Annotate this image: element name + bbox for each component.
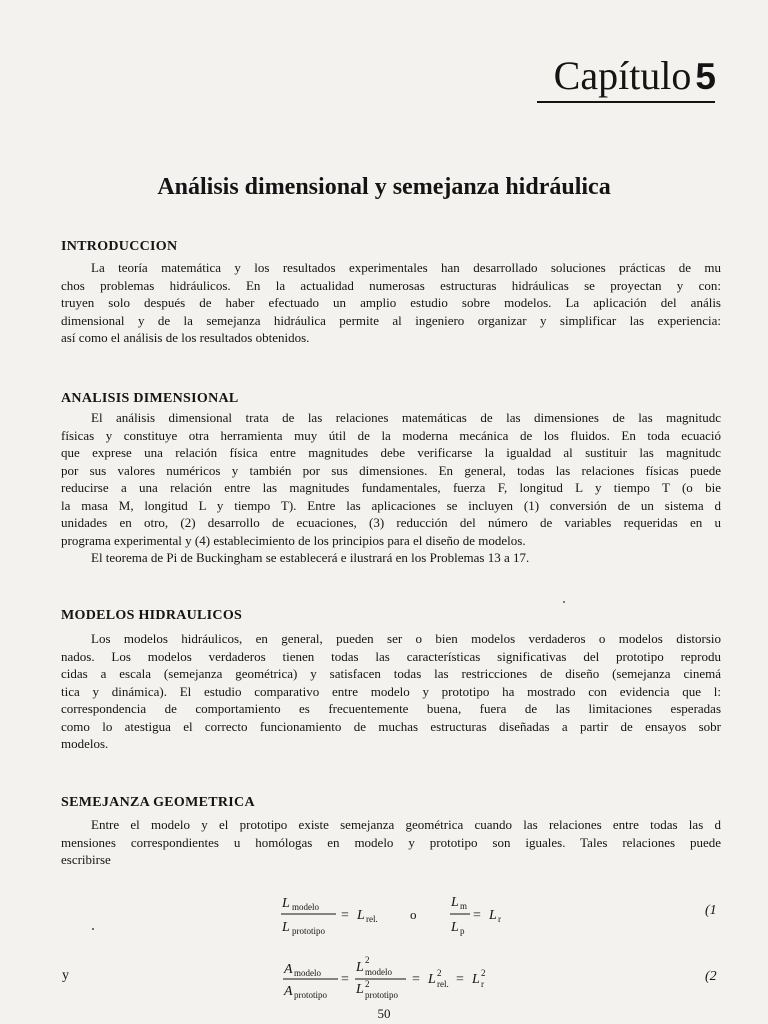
eq1-rhs-sub: rel. [366, 914, 378, 924]
section-heading-semejanza: SEMEJANZA GEOMETRICA [61, 795, 255, 810]
equation-2 [270, 950, 530, 1004]
paragraph-line: como lo atestigua el correcto funcionamiento de muchas estructuras diseñadas a partir de ensayos sobr [61, 718, 721, 734]
paragraph-line: reducirse a una relación entre las magnitudes fundamentales, fuerza F, longitud L y tiempo T (o bie [61, 480, 721, 495]
paragraph-line: El teorema de Pi de Buckingham se establecerá e ilustrará en los Problemas 13 a 17. [91, 550, 530, 565]
section-body-introduccion [61, 259, 721, 347]
section-heading-introduccion: INTRODUCCION [61, 239, 178, 254]
chapter-label: Capítulo [553, 53, 692, 98]
equation-2-number: (2 [705, 969, 717, 984]
paragraph-line: truyen solo después de haber efectuado un amplio estudio sobre modelos. La aplicación del anális [61, 295, 721, 310]
section-heading-analisis: ANALISIS DIMENSIONAL [61, 391, 239, 406]
section-body-modelos [61, 630, 721, 753]
paragraph-line: nados. Los modelos verdaderos tienen todas las características significativas del prototipo reprodu [61, 648, 721, 664]
eq1-equals-2: = [473, 908, 481, 923]
eq2-rhs2-sub: r [481, 979, 484, 989]
eq1-rhs-L: L [357, 908, 365, 923]
eq1-den2-L: L [451, 920, 459, 935]
eq2-num2-sub: modelo [365, 967, 392, 977]
paragraph-line: Los modelos hidráulicos, en general, pueden ser o bien modelos verdaderos o modelos distorsio [91, 631, 721, 646]
paragraph-line: chos problemas hidráulicos. En la actualidad numerosas estructuras hidráulicas se proyectan y con: [61, 277, 721, 293]
paragraph-line: mensiones correspondientes u homólogas en modelo y prototipo son iguales. Tales relaciones puede [61, 834, 721, 850]
paragraph-line: que exprese una relación física entre magnitudes debe verificarse la igualdad al sustituir las magnitudc [61, 445, 721, 460]
chapter-heading [554, 52, 716, 101]
eq2-num2-L: L [356, 960, 364, 975]
eq2-num-sub: modelo [294, 968, 321, 978]
eq2-equals: = [341, 972, 349, 987]
paragraph-line: El análisis dimensional trata de las relaciones matemáticas de las dimensiones de las magnitudc [91, 410, 721, 425]
page-title: Análisis dimensional y semejanza hidráulica [157, 174, 611, 200]
eq1-rhs2-L: L [489, 908, 497, 923]
eq1-equals: = [341, 908, 349, 923]
eq2-den2-sup: 2 [365, 979, 370, 989]
eq1-den-sub: prototipo [292, 926, 325, 936]
paragraph-line: programa experimental y (4) establecimiento de los principios para el diseño de modelos. [61, 532, 526, 548]
paragraph-line: cidas a escala (semejanza geométrica) y satisfacen todas las restricciones de diseño (semejanza cinemá [61, 666, 721, 681]
eq2-equals-2: = [412, 972, 420, 987]
page-number: 50 [377, 1006, 391, 1021]
equation-1 [270, 890, 570, 944]
eq1-rhs2-sub: r [498, 914, 501, 924]
eq2-den2-L: L [356, 982, 364, 997]
eq2-den-A: A [284, 984, 293, 999]
paragraph-line: unidades en otro, (2) desarrollo de ecuaciones, (3) reducción del número de variables requeridas en u [61, 515, 721, 530]
eq2-rhs-L: L [428, 972, 436, 987]
paragraph-line: la masa M, longitud L y tiempo T). Entre las aplicaciones se incluyen (1) conversión de un sistema d [61, 497, 721, 513]
print-speck [563, 601, 565, 603]
eq1-den-L: L [282, 920, 290, 935]
eq1-num2-sub: m [460, 901, 468, 911]
paragraph-line: dimensional y de la semejanza hidráulica permite al ingeniero organizar y simplificar las experiencia: [61, 312, 721, 328]
chapter-number: 5 [695, 56, 716, 97]
equation-1-number: (1 [705, 903, 717, 918]
eq1-den2-sub: p [460, 926, 465, 936]
paragraph-line: así como el análisis de los resultados obtenidos. [61, 330, 310, 345]
eq2-num2-sup: 2 [365, 955, 370, 965]
eq2-equals-3: = [456, 972, 464, 987]
eq2-rhs2-sup: 2 [481, 968, 486, 978]
paragraph-line: escribirse [61, 852, 111, 867]
section-body-semejanza [61, 816, 721, 869]
eq1-num-L: L [282, 896, 290, 911]
equation-2-prefix: y [62, 968, 69, 983]
eq2-rhs-sub: rel. [437, 979, 449, 989]
paragraph-line: por sus valores numéricos y también por sus dimensiones. En general, todas las relaciones físicas puede [61, 462, 721, 478]
paragraph-line: tica y dinámica). El estudio comparativo entre modelo y prototipo ha mostrado con evidencia que l: [61, 683, 721, 699]
eq2-rhs2-L: L [472, 972, 480, 987]
eq1-num2-L: L [451, 895, 459, 910]
eq2-rhs-sup: 2 [437, 968, 442, 978]
section-heading-modelos: MODELOS HIDRAULICOS [61, 608, 243, 623]
eq2-num-A: A [284, 962, 293, 977]
section-body-analisis [61, 409, 721, 567]
chapter-underline [537, 101, 715, 103]
print-speck [92, 928, 94, 930]
paragraph-line: La teoría matemática y los resultados experimentales han desarrollado soluciones prácticas de mu [91, 260, 721, 275]
paragraph-line: Entre el modelo y el prototipo existe semejanza geométrica cuando las relaciones entre todas las d [91, 817, 721, 832]
paragraph-line: físicas y constituye otra herramienta muy útil de la moderna mecánica de los fluidos. En toda ecuació [61, 427, 721, 443]
eq2-den-sub: prototipo [294, 990, 327, 1000]
paragraph-line: correspondencia de comportamiento es frecuentemente buena, fuera de las limitaciones esperadas [61, 701, 721, 716]
eq1-num-sub: modelo [292, 902, 319, 912]
eq2-den2-sub: prototipo [365, 990, 398, 1000]
eq1-connector: o [410, 907, 417, 922]
paragraph-line: modelos. [61, 736, 109, 751]
